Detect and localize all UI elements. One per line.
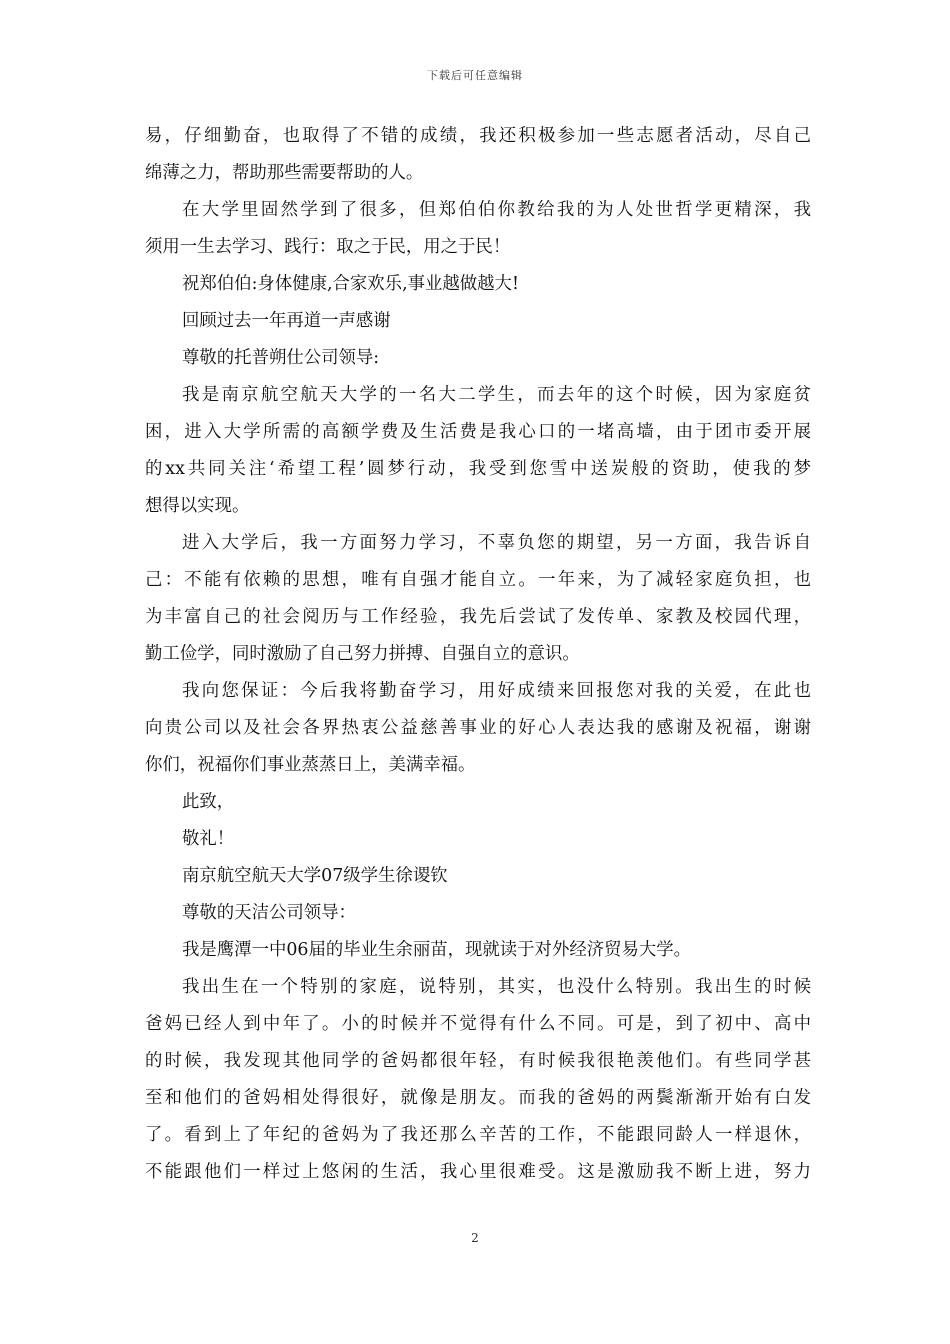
text-line: 回顾过去一年再道一声感谢 <box>182 311 391 331</box>
text-line: 我是南京航空航天大学的一名大二学生，而去年的这个时候，因为家庭贫 <box>182 385 811 405</box>
text-line: 的xx共同关注‘希望工程’圆梦行动，我受到您雪中送炭般的资助，使我的梦 <box>145 459 811 479</box>
text-line: 祝郑伯伯:身体健康,合家欢乐,事业越做越大! <box>182 274 519 294</box>
text-line: 勤工俭学，同时激励了自己努力拼搏、自强自立的意识。 <box>145 644 580 664</box>
text-line: 的时候，我发现其他同学的爸妈都很年轻，有时候我很艳羡他们。有些同学甚 <box>145 1051 811 1071</box>
text-line: 我出生在一个特别的家庭，说特别，其实，也没什么特别。我出生的时候 <box>182 977 811 997</box>
text-line: 想得以实现。 <box>145 496 250 516</box>
header-note: 下载后可任意编辑 <box>427 69 523 82</box>
text-line: 敬礼！ <box>182 829 235 849</box>
text-line: 易，仔细勤奋，也取得了不错的成绩，我还积极参加一些志愿者活动，尽自己 <box>145 126 811 146</box>
text-line: 绵薄之力，帮助那些需要帮助的人。 <box>145 163 424 183</box>
text-line: 南京航空航天大学07级学生徐谡钦 <box>182 866 448 886</box>
text-line: 你们，祝福你们事业蒸蒸日上，美满幸福。 <box>145 755 476 775</box>
text-line: 我是鹰潭一中06届的毕业生余丽苗，现就读于对外经济贸易大学。 <box>182 940 692 960</box>
text-line: 向贵公司以及社会各界热衷公益慈善事业的好心人表达我的感谢及祝福，谢谢 <box>145 718 811 738</box>
text-line: 了。看到上了年纪的爸妈为了我还那么辛苦的工作，不能跟同龄人一样退休， <box>145 1125 811 1145</box>
text-line: 爸妈已经人到中年了。小的时候并不觉得有什么不同。可是，到了初中、高中 <box>145 1014 811 1034</box>
document-body <box>145 118 811 1191</box>
text-line: 至和他们的爸妈相处得很好，就像是朋友。而我的爸妈的两鬓渐渐开始有白发 <box>145 1088 811 1108</box>
page-number: 2 <box>471 1231 479 1245</box>
text-line: 此致， <box>182 792 235 812</box>
text-line: 为丰富自己的社会阅历与工作经验，我先后尝试了发传单、家教及校园代理， <box>145 607 811 627</box>
text-line: 须用一生去学习、践行：取之于民，用之于民！ <box>145 237 511 257</box>
text-line: 进入大学后，我一方面努力学习，不辜负您的期望，另一方面，我告诉自 <box>182 533 811 553</box>
text-line: 尊敬的天洁公司领导： <box>182 903 356 923</box>
text-line: 不能跟他们一样过上悠闲的生活，我心里很难受。这是激励我不断上进，努力 <box>145 1162 811 1182</box>
text-line: 尊敬的托普朔仕公司领导: <box>182 348 380 368</box>
text-line: 我向您保证：今后我将勤奋学习，用好成绩来回报您对我的关爱，在此也 <box>182 681 811 701</box>
text-line: 己：不能有依赖的思想，唯有自强才能自立。一年来，为了减轻家庭负担，也 <box>145 570 811 590</box>
text-line: 在大学里固然学到了很多，但郑伯伯你教给我的为人处世哲学更精深，我 <box>182 200 811 220</box>
text-line: 困，进入大学所需的高额学费及生活费是我心口的一堵高墙，由于团市委开展 <box>145 422 811 442</box>
